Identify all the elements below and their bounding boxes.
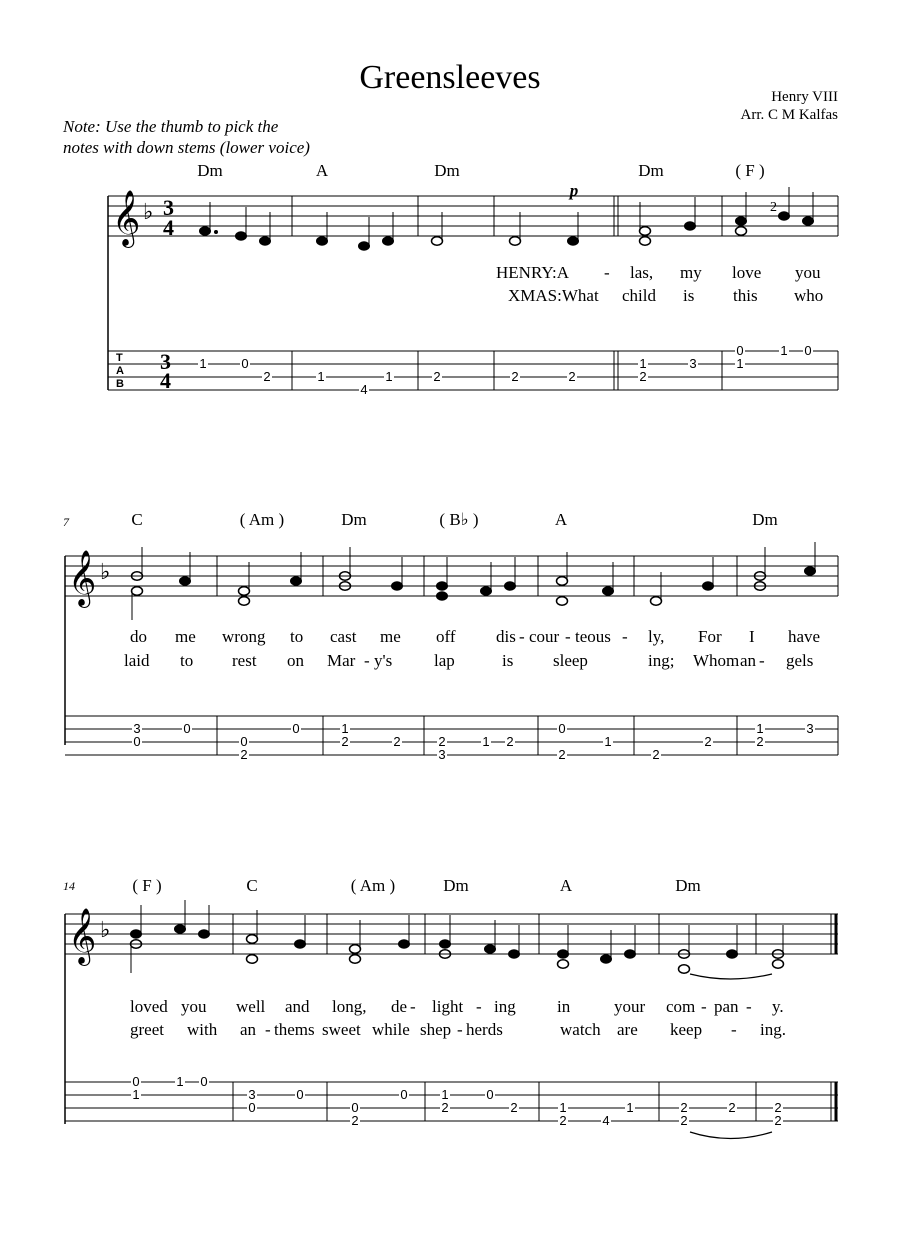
lyric-syllable: you: [795, 263, 821, 282]
svg-text:0: 0: [486, 1087, 494, 1102]
svg-text:3: 3: [248, 1087, 256, 1102]
svg-text:2: 2: [511, 369, 519, 384]
composer: Henry VIII: [771, 89, 838, 105]
lyric-syllable: teous: [575, 627, 611, 646]
svg-text:2: 2: [652, 747, 660, 762]
lyric-syllable: y's: [374, 651, 393, 670]
lyric-syllable: ing: [494, 997, 516, 1016]
svg-text:0: 0: [804, 343, 812, 358]
lyric-syllable: laid: [124, 651, 150, 670]
svg-text:1: 1: [756, 721, 764, 736]
svg-text:1: 1: [626, 1100, 634, 1115]
lyric-hyphen: -: [746, 997, 752, 1016]
chord-symbol: ( B♭ ): [439, 510, 479, 529]
svg-text:0: 0: [200, 1074, 208, 1089]
svg-text:2: 2: [433, 369, 441, 384]
lyric-syllable: greet: [130, 1020, 164, 1039]
lyric-hyphen: -: [759, 651, 765, 670]
lyric-syllable: sleep: [553, 651, 588, 670]
tab-time-signature-top: 3: [160, 349, 171, 374]
lyric-syllable: on: [287, 651, 304, 670]
chord-symbol: Dm: [752, 510, 778, 529]
lyric-syllable: thems: [274, 1020, 315, 1039]
lyric-syllable: light: [432, 997, 464, 1016]
svg-text:2: 2: [756, 734, 764, 749]
svg-text:1: 1: [176, 1074, 184, 1089]
lyric-syllable: de: [391, 997, 408, 1016]
svg-text:2: 2: [568, 369, 576, 384]
svg-text:1: 1: [780, 343, 788, 358]
svg-text:2: 2: [680, 1100, 688, 1115]
svg-text:1: 1: [341, 721, 349, 736]
lyric-syllable: loved: [130, 997, 168, 1016]
svg-text:2: 2: [510, 1100, 518, 1115]
lyric-syllable: XMAS:What: [508, 286, 599, 305]
tab-label: B: [116, 378, 124, 390]
lyric-syllable: watch: [560, 1020, 601, 1039]
svg-text:1: 1: [317, 369, 325, 384]
lyric-syllable: this: [733, 286, 758, 305]
lyric-syllable: Whom: [693, 651, 740, 670]
system-2: [63, 510, 838, 762]
svg-text:2: 2: [341, 734, 349, 749]
svg-text:0: 0: [241, 356, 249, 371]
lyric-syllable: who: [794, 286, 824, 305]
lyric-syllable: com: [666, 997, 696, 1016]
lyric-syllable: pan: [714, 997, 739, 1016]
svg-text:1: 1: [482, 734, 490, 749]
svg-text:2: 2: [441, 1100, 449, 1115]
lyric-syllable: off: [436, 627, 456, 646]
flat-key-signature-icon: ♭: [100, 917, 111, 942]
svg-text:2: 2: [393, 734, 401, 749]
chord-symbol: ( Am ): [350, 876, 396, 895]
svg-text:2: 2: [438, 734, 446, 749]
lyric-hyphen: -: [622, 627, 628, 646]
fingering-number: 2: [770, 200, 777, 215]
svg-text:1: 1: [441, 1087, 449, 1102]
lyric-hyphen: -: [476, 997, 482, 1016]
chord-symbol: Dm: [638, 161, 664, 180]
lyric-syllable: in: [557, 997, 571, 1016]
chord-symbol: Dm: [434, 161, 460, 180]
lyric-syllable: sweet: [322, 1020, 361, 1039]
chord-symbol: C: [131, 510, 143, 529]
lyric-syllable: cast: [330, 627, 357, 646]
treble-clef-icon: 𝄞: [68, 552, 97, 605]
chord-symbol: ( F ): [735, 161, 765, 180]
staff: [108, 196, 838, 236]
lyric-syllable: and: [285, 997, 310, 1016]
svg-text:1: 1: [736, 356, 744, 371]
svg-text:3: 3: [689, 356, 697, 371]
lyric-hyphen: -: [364, 651, 370, 670]
svg-text:2: 2: [774, 1113, 782, 1128]
svg-text:2: 2: [774, 1100, 782, 1115]
lyric-syllable: y.: [772, 997, 784, 1016]
arranger: Arr. C M Kalfas: [740, 107, 838, 123]
svg-text:2: 2: [559, 1113, 567, 1128]
performance-note-line-1: Note: Use the thumb to pick the: [63, 117, 279, 136]
chord-symbol: A: [559, 876, 573, 895]
lyric-syllable: gels: [786, 651, 814, 670]
tab-time-signature-bottom: 4: [160, 368, 171, 393]
lyric-syllable: child: [622, 286, 656, 305]
time-signature-top: 3: [163, 195, 174, 220]
svg-text:2: 2: [351, 1113, 359, 1128]
tab-label: A: [116, 365, 124, 377]
svg-text:0: 0: [248, 1100, 256, 1115]
svg-text:1: 1: [559, 1100, 567, 1115]
lyric-syllable: are: [617, 1020, 638, 1039]
chord-symbol: Dm: [197, 161, 223, 180]
chord-symbol: ( Am ): [239, 510, 285, 529]
svg-text:2: 2: [558, 747, 566, 762]
lyric-syllable: herds: [466, 1020, 503, 1039]
lyric-hyphen: -: [457, 1020, 463, 1039]
lyric-syllable: keep: [670, 1020, 703, 1039]
chord-symbol: C: [246, 876, 258, 895]
svg-text:3: 3: [133, 721, 141, 736]
lyric-syllable: with: [187, 1020, 218, 1039]
lyric-syllable: you: [181, 997, 207, 1016]
treble-clef-icon: 𝄞: [68, 910, 97, 963]
lyric-syllable: an: [240, 1020, 257, 1039]
lyric-hyphen: -: [519, 627, 525, 646]
lyric-syllable: cour: [529, 627, 560, 646]
chord-symbol: Dm: [675, 876, 701, 895]
lyric-syllable: HENRY:A: [496, 263, 570, 282]
treble-clef-icon: 𝄞: [112, 192, 141, 245]
tab-tie: [690, 1132, 772, 1139]
lyric-syllable: wrong: [222, 627, 266, 646]
lyric-syllable: Mar: [327, 651, 356, 670]
svg-text:4: 4: [602, 1113, 610, 1128]
system-1: [108, 161, 838, 397]
lyric-syllable: ing.: [760, 1020, 786, 1039]
svg-text:0: 0: [558, 721, 566, 736]
lyric-syllable: me: [380, 627, 401, 646]
svg-text:2: 2: [263, 369, 271, 384]
svg-text:0: 0: [133, 734, 141, 749]
svg-text:2: 2: [680, 1113, 688, 1128]
svg-text:1: 1: [639, 356, 647, 371]
performance-note-line-2: notes with down stems (lower voice): [63, 138, 310, 157]
chord-symbol: Dm: [341, 510, 367, 529]
staff: [65, 914, 838, 954]
lyric-syllable: long,: [332, 997, 367, 1016]
lyric-syllable: shep: [420, 1020, 452, 1039]
lyric-syllable: while: [372, 1020, 410, 1039]
lyric-syllable: well: [236, 997, 266, 1016]
lyric-syllable: to: [290, 627, 304, 646]
lyric-hyphen: -: [604, 263, 610, 282]
lyric-syllable: love: [732, 263, 762, 282]
svg-text:0: 0: [132, 1074, 140, 1089]
svg-text:0: 0: [296, 1087, 304, 1102]
lyric-syllable: an: [740, 651, 757, 670]
lyric-syllable: is: [502, 651, 514, 670]
tab-label: T: [116, 352, 123, 364]
svg-text:2: 2: [704, 734, 712, 749]
dynamic-marking: p: [569, 181, 579, 200]
lyric-hyphen: -: [701, 997, 707, 1016]
system-3: [63, 876, 838, 1139]
svg-text:0: 0: [240, 734, 248, 749]
lyric-syllable: For: [698, 627, 722, 646]
lyric-syllable: to: [180, 651, 194, 670]
svg-text:4: 4: [360, 382, 368, 397]
lyric-hyphen: -: [731, 1020, 737, 1039]
svg-text:2: 2: [728, 1100, 736, 1115]
lyric-syllable: is: [683, 286, 695, 305]
chord-symbol: Dm: [443, 876, 469, 895]
svg-text:1: 1: [604, 734, 612, 749]
svg-text:1: 1: [132, 1087, 140, 1102]
flat-key-signature-icon: ♭: [100, 559, 111, 584]
measure-number: 7: [63, 515, 69, 529]
lyric-syllable: ing;: [648, 651, 675, 670]
lyric-syllable: do: [130, 627, 147, 646]
svg-text:0: 0: [736, 343, 744, 358]
lyric-syllable: I: [749, 627, 755, 646]
lyric-hyphen: -: [265, 1020, 271, 1039]
lyric-syllable: ly,: [648, 627, 665, 646]
lyric-syllable: have: [788, 627, 821, 646]
svg-text:1: 1: [385, 369, 393, 384]
staff: [65, 556, 838, 596]
chord-symbol: ( F ): [132, 876, 162, 895]
notes: [131, 900, 784, 979]
svg-text:0: 0: [351, 1100, 359, 1115]
lyric-hyphen: -: [410, 997, 416, 1016]
svg-text:2: 2: [240, 747, 248, 762]
lyric-hyphen: -: [565, 627, 571, 646]
tab-staff: [108, 351, 838, 390]
song-title: Greensleeves: [359, 59, 541, 96]
measure-number: 14: [63, 879, 75, 893]
lyric-syllable: rest: [232, 651, 257, 670]
flat-key-signature-icon: ♭: [143, 199, 154, 224]
svg-text:0: 0: [292, 721, 300, 736]
lyric-syllable: my: [680, 263, 702, 282]
svg-text:3: 3: [438, 747, 446, 762]
chord-symbol: A: [554, 510, 568, 529]
time-signature-bottom: 4: [163, 215, 174, 240]
svg-text:2: 2: [639, 369, 647, 384]
svg-text:1: 1: [199, 356, 207, 371]
tab-staff: [65, 716, 838, 755]
svg-text:3: 3: [806, 721, 814, 736]
lyric-syllable: dis: [496, 627, 516, 646]
svg-text:2: 2: [506, 734, 514, 749]
notes: [132, 542, 816, 620]
svg-text:0: 0: [400, 1087, 408, 1102]
lyric-syllable: me: [175, 627, 196, 646]
lyric-syllable: las,: [630, 263, 654, 282]
lyric-syllable: lap: [434, 651, 455, 670]
lyric-syllable: your: [614, 997, 646, 1016]
chord-symbol: A: [315, 161, 329, 180]
svg-text:0: 0: [183, 721, 191, 736]
